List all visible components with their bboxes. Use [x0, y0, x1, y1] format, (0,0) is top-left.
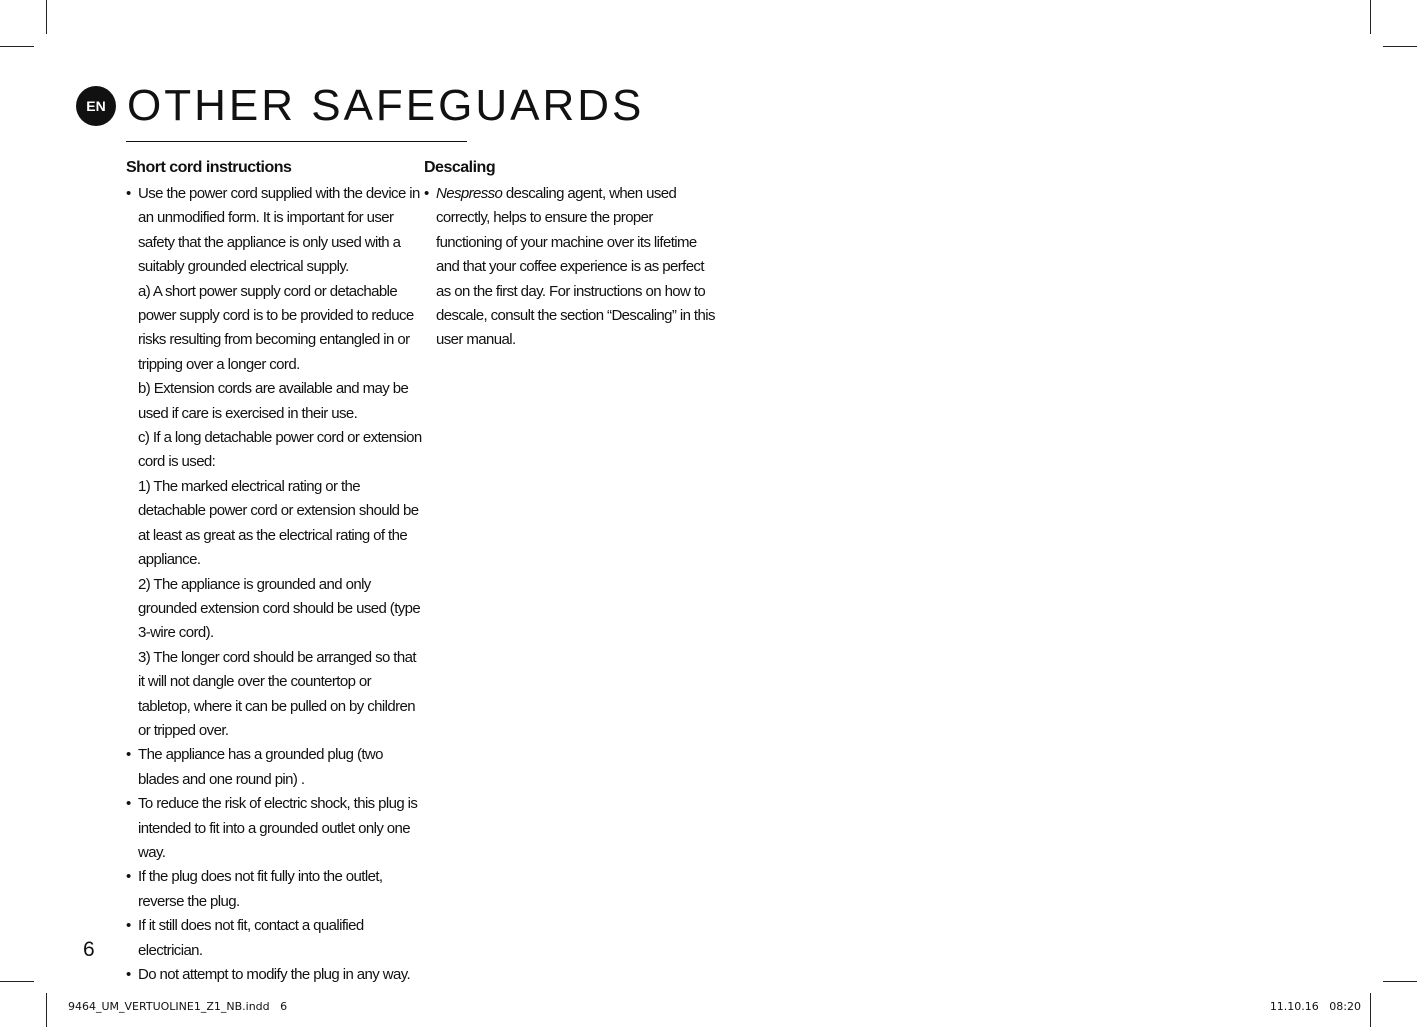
bullet-marker: •	[126, 185, 131, 202]
descaling-list	[424, 182, 720, 353]
bullet-text: The appliance has a grounded plug (two blades and one round pin) .	[138, 746, 383, 788]
list-item	[424, 182, 720, 353]
print-timestamp: 11.10.16 08:20	[1269, 1000, 1361, 1013]
crop-mark-top-right-vertical	[1370, 0, 1371, 34]
bullet-marker: •	[424, 185, 429, 202]
bullet-text: Do not attempt to modify the plug in any way.	[138, 966, 411, 983]
bullet-marker: •	[126, 917, 131, 935]
descaling-section	[424, 156, 720, 353]
language-badge: EN	[76, 86, 116, 126]
file-slug: 9464_UM_VERTUOLINE1_Z1_NB.indd 6	[68, 1000, 288, 1013]
bullet-marker: •	[126, 966, 131, 983]
page-number: 6	[83, 938, 95, 961]
crop-mark-top-left-vertical	[46, 0, 47, 34]
title-underline	[126, 141, 467, 142]
descaling-heading: Descaling	[424, 159, 496, 176]
sub-item-1: 1) The marked electrical rating or the detachable power cord or extension should be at least as great as the electrical rating of the appliance.	[138, 477, 419, 569]
sub-item-c: c) If a long detachable power cord or extension cord is used:	[138, 429, 422, 471]
bullet-text: If the plug does not fit fully into the outlet, reverse the plug.	[138, 868, 383, 910]
crop-mark-bottom-left-horizontal	[0, 981, 34, 982]
list-item	[126, 792, 422, 865]
page-title: OTHER SAFEGUARDS	[127, 81, 645, 130]
list-item	[126, 865, 422, 914]
bullet-marker: •	[126, 746, 131, 764]
crop-mark-bottom-right-vertical	[1370, 993, 1371, 1027]
bullet-marker: •	[126, 795, 131, 813]
crop-mark-top-right-horizontal	[1383, 46, 1417, 47]
list-item	[126, 914, 422, 963]
crop-mark-top-left-horizontal	[0, 46, 34, 47]
crop-mark-bottom-right-horizontal	[1383, 981, 1417, 982]
bullet-text	[436, 185, 715, 348]
bullet-text: To reduce the risk of electric shock, this plug is intended to fit into a grounded outlet only one way.	[138, 795, 418, 861]
sub-item-a: a) A short power supply cord or detachable power supply cord is to be provided to reduce risks resulting from becoming entangled in or tripping over a longer cord.	[138, 282, 414, 373]
plug-list	[126, 743, 422, 987]
brand-name: Nespresso	[436, 185, 503, 202]
sub-item-2: 2) The appliance is grounded and only grounded extension cord should be used (type 3-wire cord).	[138, 575, 421, 642]
sub-item-b: b) Extension cords are available and may be used if care is exercised in their use.	[138, 380, 409, 422]
short-cord-heading: Short cord instructions	[126, 159, 292, 176]
short-cord-section	[126, 156, 422, 987]
crop-mark-bottom-left-vertical	[46, 993, 47, 1027]
bullet-marker: •	[126, 868, 131, 886]
sub-item-3: 3) The longer cord should be arranged so that it will not dangle over the countertop or tabletop, where it can be pulled on by children or tripped over.	[138, 648, 416, 739]
bullet-text: Use the power cord supplied with the device in an unmodified form. It is important for user safety that the appliance is only used with a suitably grounded electrical supply.	[138, 185, 420, 276]
list-item	[126, 743, 422, 792]
bullet-text: If it still does not fit, contact a qualified electrician.	[138, 917, 364, 959]
descaling-text: descaling agent, when used correctly, helps to ensure the proper functioning of your machine over its lifetime and that your coffee experience is as perfect as on the first day. For instructions on how to descale, consult the section “Descaling” in this user manual.	[436, 185, 715, 349]
list-item	[126, 963, 422, 987]
short-cord-list	[126, 182, 422, 280]
list-item	[126, 182, 422, 280]
